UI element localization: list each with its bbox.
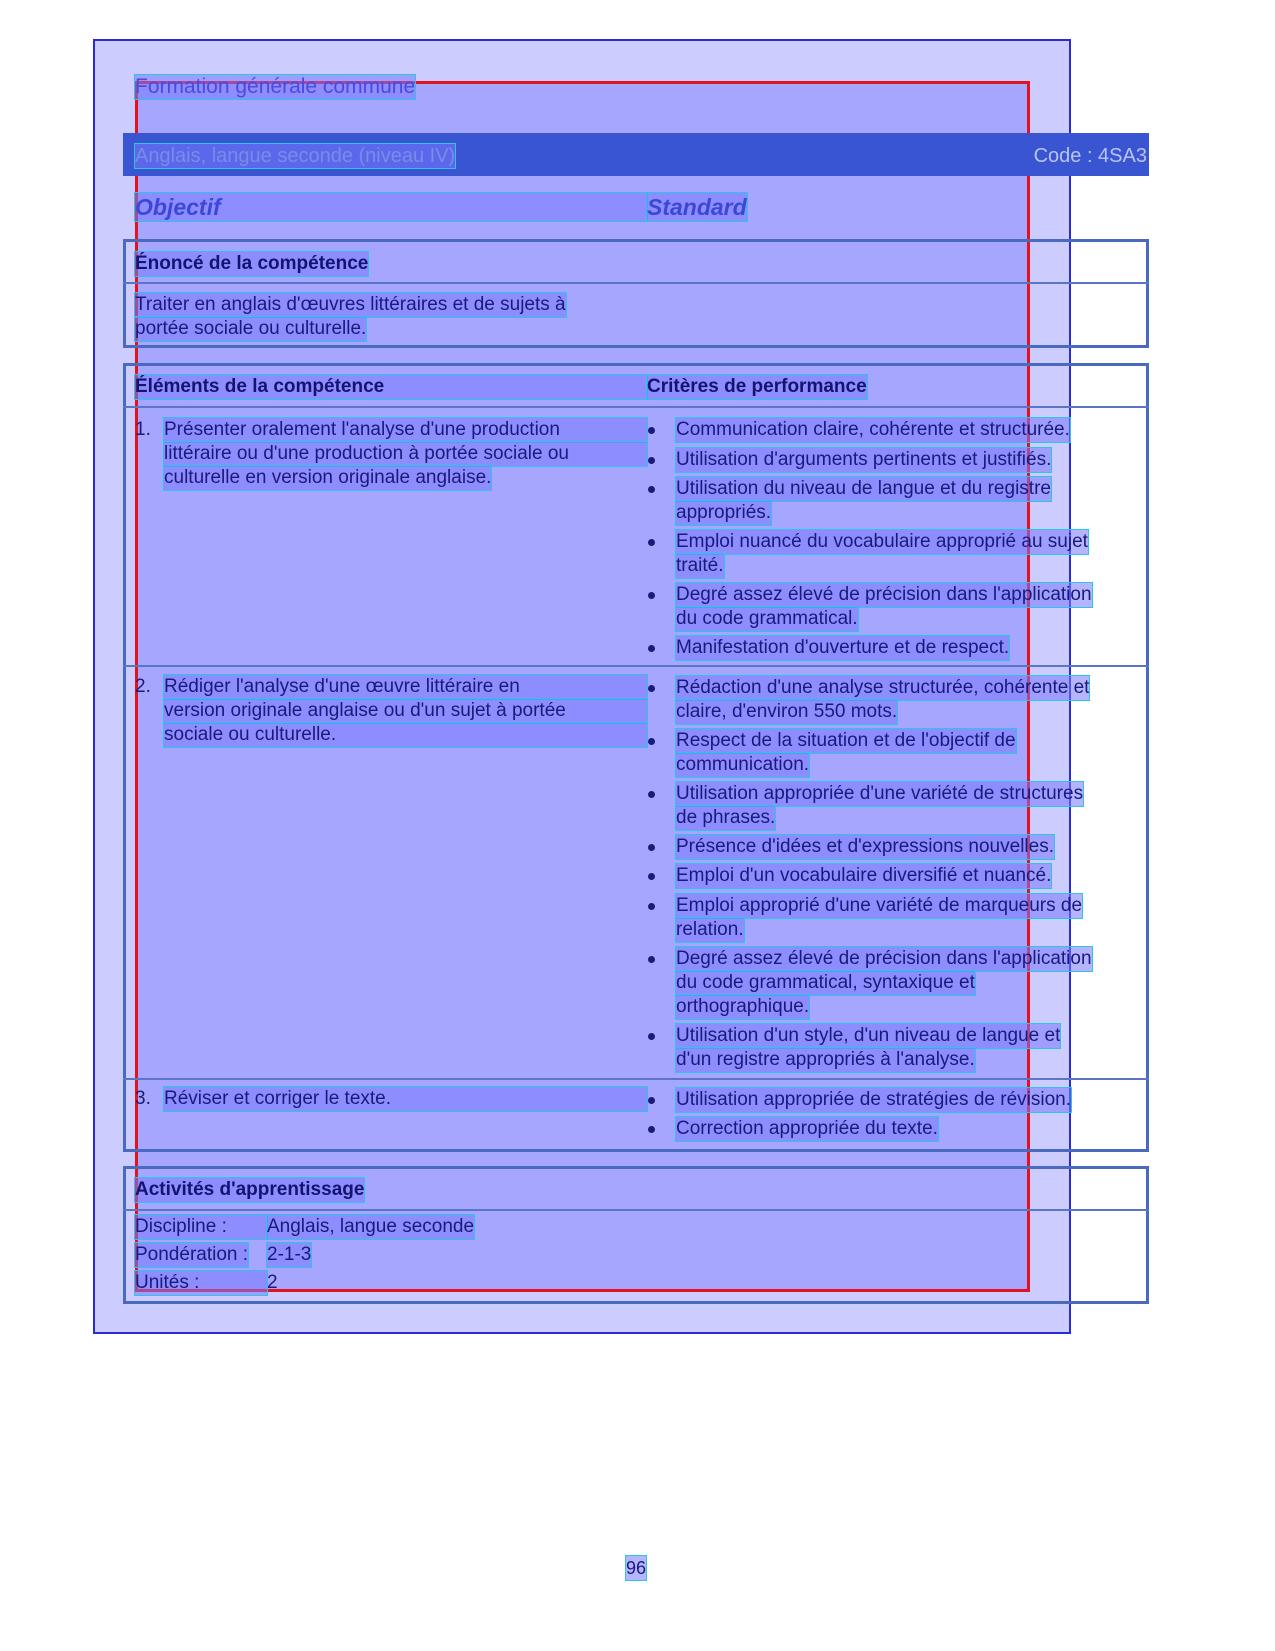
objective-heading: Objectif [135, 193, 647, 221]
criterion-line: Correction appropriée du texte. [676, 1118, 938, 1139]
criterion-line: d'un registre appropriés à l'analyse. [676, 1049, 975, 1070]
criterion-line: Utilisation d'un style, d'un niveau de langue et [676, 1025, 1061, 1046]
bullet-icon [648, 873, 655, 880]
element-line: Présenter oralement l'analyse d'une production [164, 418, 647, 442]
criterion-line: Utilisation appropriée de stratégies de révision. [676, 1089, 1071, 1110]
criterion-line: du code grammatical, syntaxique et [676, 972, 975, 993]
criterion-line: Rédaction d'une analyse structurée, cohérente et [676, 677, 1090, 698]
criterion-line: du code grammatical. [676, 608, 858, 629]
row-divider-2 [123, 1078, 1149, 1080]
criteria-heading: Critères de performance [647, 376, 867, 397]
element-line: Rédiger l'analyse d'une œuvre littéraire en [164, 675, 647, 699]
criterion-line: Degré assez élevé de précision dans l'application [676, 584, 1092, 605]
criterion-line: claire, d'environ 550 mots. [676, 701, 898, 722]
element-number: 2. [135, 676, 151, 697]
criterion-line: Manifestation d'ouverture et de respect. [676, 637, 1010, 658]
discipline-label: Discipline : [135, 1215, 267, 1239]
ponderation-label: Pondération : [135, 1244, 249, 1265]
elements-heading: Éléments de la compétence [135, 375, 647, 399]
bullet-icon [648, 645, 655, 652]
bullet-icon [648, 956, 655, 963]
bullet-icon [648, 738, 655, 745]
element-line: culturelle en version originale anglaise. [164, 467, 492, 488]
competence-heading: Énoncé de la compétence [135, 253, 369, 274]
criterion-line: Utilisation d'arguments pertinents et justifiés. [676, 449, 1052, 470]
criterion-line: de phrases. [676, 807, 776, 828]
criterion-line: Emploi approprié d'une variété de marqueurs de [676, 895, 1083, 916]
element-line: sociale ou culturelle. [164, 723, 647, 747]
element-line: version originale anglaise ou d'un sujet à portée [164, 699, 647, 723]
criterion-line: orthographique. [676, 996, 810, 1017]
criterion-line: appropriés. [676, 502, 772, 523]
criterion-line: Présence d'idées et d'expressions nouvelles. [676, 836, 1054, 857]
bullet-icon [648, 486, 655, 493]
bullet-icon [648, 457, 655, 464]
criterion-line: Utilisation du niveau de langue et du registre [676, 478, 1051, 499]
bullet-icon [648, 791, 655, 798]
course-name: Anglais, langue seconde (niveau IV) [135, 145, 456, 167]
bullet-icon [648, 1097, 655, 1104]
units-label: Unités : [135, 1271, 267, 1295]
competence-divider [123, 282, 1149, 284]
bullet-icon [648, 539, 655, 546]
bullet-icon [648, 685, 655, 692]
discipline-value: Anglais, langue seconde [267, 1216, 475, 1237]
bullet-icon [648, 1033, 655, 1040]
competence-line-1: Traiter en anglais d'œuvres littéraires et de sujets à [135, 294, 566, 315]
criterion-line: Emploi nuancé du vocabulaire approprié au sujet [676, 531, 1088, 552]
row-divider-1 [123, 665, 1149, 667]
element-line: littéraire ou d'une production à portée sociale ou [164, 442, 647, 466]
standard-heading: Standard [647, 194, 747, 220]
criterion-line: Communication claire, cohérente et structurée. [676, 419, 1070, 440]
competence-line-2: portée sociale ou culturelle. [135, 318, 367, 339]
bullet-icon [648, 903, 655, 910]
element-line: Réviser et corriger le texte. [164, 1087, 647, 1111]
bullet-icon [648, 427, 655, 434]
criterion-line: traité. [676, 555, 724, 576]
ponderation-value: 2-1-3 [267, 1244, 312, 1265]
criterion-line: Respect de la situation et de l'objectif de [676, 730, 1016, 751]
course-code: Code : 4SA3 [1033, 145, 1147, 167]
activities-heading: Activités d'apprentissage [135, 1179, 365, 1200]
units-value: 2 [267, 1272, 278, 1293]
section-title: Formation générale commune [135, 75, 416, 98]
element-number: 3. [135, 1088, 151, 1109]
criterion-line: communication. [676, 754, 810, 775]
bullet-icon [648, 592, 655, 599]
element-number: 1. [135, 419, 151, 440]
criterion-line: Emploi d'un vocabulaire diversifié et nuancé. [676, 865, 1052, 886]
criterion-line: Degré assez élevé de précision dans l'application [676, 948, 1092, 969]
table-header-divider [123, 406, 1149, 408]
page-number: 96 [626, 1558, 647, 1578]
criterion-line: relation. [676, 919, 744, 940]
activities-divider [123, 1209, 1149, 1211]
bullet-icon [648, 844, 655, 851]
criterion-line: Utilisation appropriée d'une variété de structures [676, 783, 1084, 804]
bullet-icon [648, 1126, 655, 1133]
